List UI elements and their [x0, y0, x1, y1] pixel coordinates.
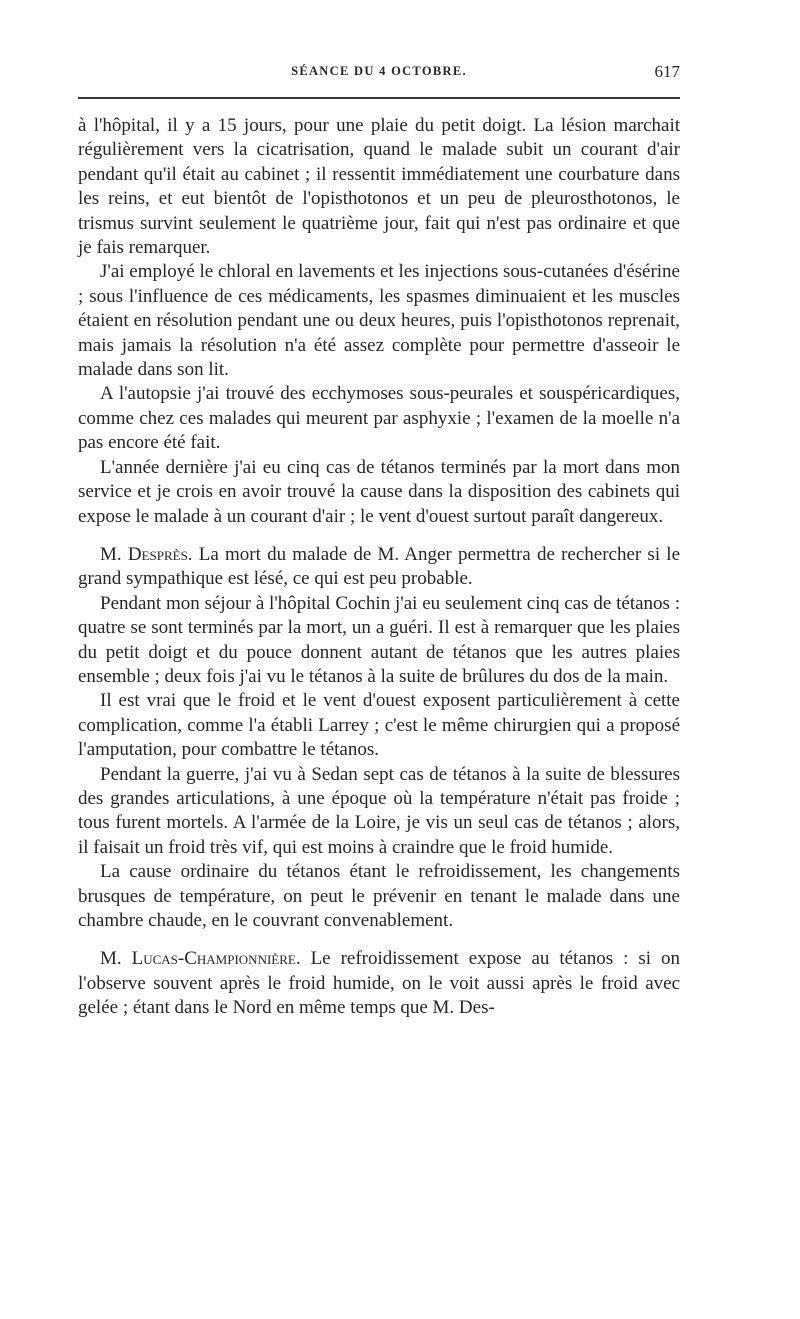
paragraph-5-text: La mort du malade de M. Anger permettra de rechercher si le grand sympathique est lésé, ce qui est peu probable.: [78, 543, 681, 590]
paragraph-10: [78, 947, 680, 1020]
paragraph-6: Pendant mon séjour à l'hôpital Cochin j'ai eu seulement cinq cas de tétanos : quatre se sont terminés par la mort, un a guéri. Il est à remarquer que les plaies du petit doigt et du pouce donnent autant de tétanos que les autres plaies ensemble ; deux fois j'ai vu le tétanos à la suite de brûlures du dos de la main.: [78, 592, 680, 687]
header-rule: [78, 97, 680, 99]
paragraph-2: J'ai employé le chloral en lavements et les injections sous-cutanées d'ésérine ; sous l'influence de ces médicaments, les spasmes diminuaient et les muscles étaient en résolution pendant une ou deux heures, puis l'opisthotonos reprenait, mais jamais la résolution n'a été assez complète pour permettre d'asseoir le malade dans son lit.: [78, 261, 680, 381]
paragraph-5: [78, 543, 680, 592]
page-header: [78, 62, 680, 86]
paragraph-1: à l'hôpital, il y a 15 jours, pour une plaie du petit doigt. La lésion marchait régulièrement vers la cicatrisation, quand le malade subit un courant d'air pendant qu'il était au cabinet ; il ressentit immédiatement une courbature dans les reins, et eut bientôt de l'opisthotonos et un peu de pleurosthotonos, le trismus survint seulement le quatrième jour, fait qui n'est pas ordinaire et que je fais remarquer.: [78, 115, 680, 259]
paragraph-7: Il est vrai que le froid et le vent d'ouest exposent particulièrement à cette complication, comme l'a établi Larrey ; c'est le même chirurgien qui a proposé l'amputation, pour combattre le tétanos.: [78, 690, 680, 761]
speaker-name-despres: M. Desprès.: [100, 543, 193, 565]
body-text: [78, 114, 680, 1021]
speaker-name-lucas-championniere: M. Lucas-Championnière.: [100, 948, 301, 970]
paragraph-10-text: Le refroidissement expose au tétanos : si on l'observe souvent après le froid humide, on le voit aussi après le froid avec gelée ; étant dans le Nord en même temps que M. Des-: [78, 948, 681, 1019]
running-title: SÉANCE DU 4 OCTOBRE.: [291, 64, 467, 78]
paragraph-3: A l'autopsie j'ai trouvé des ecchymoses sous-peurales et souspéricardiques, comme chez ces malades qui meurent par asphyxie ; l'examen de la moelle n'a pas encore été fait.: [78, 383, 680, 454]
paragraph-9: La cause ordinaire du tétanos étant le refroidissement, les changements brusques de température, on peut le prévenir en tenant le malade dans une chambre chaude, en le couvrant convenablement.: [78, 861, 680, 931]
page-number: 617: [654, 62, 680, 81]
paragraph-8: Pendant la guerre, j'ai vu à Sedan sept cas de tétanos à la suite de blessures des grandes articulations, à une époque où la température n'était pas froide ; tous furent mortels. A l'armée de la Loire, je vis un seul cas de tétanos ; alors, il faisait un froid très vif, qui est moins à craindre que le froid humide.: [78, 763, 680, 858]
paragraph-4: L'année dernière j'ai eu cinq cas de tétanos terminés par la mort dans mon service et je crois en avoir trouvé la cause dans la disposition des cabinets qui expose le malade à un courant d'air ; le vent d'ouest surtout paraît dangereux.: [78, 456, 680, 527]
